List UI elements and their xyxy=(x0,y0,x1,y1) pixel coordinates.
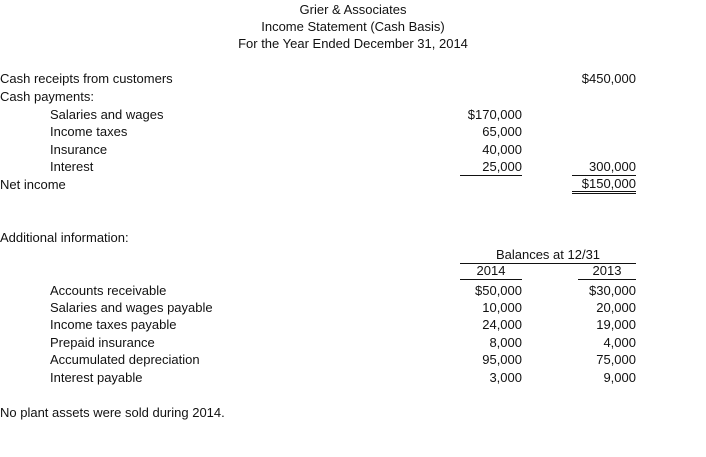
balance-row-label: Salaries and wages payable xyxy=(50,300,213,315)
company-name: Grier & Associates xyxy=(299,2,407,17)
balance-2014: 24,000 xyxy=(482,317,522,332)
balance-row-label: Accounts receivable xyxy=(50,283,167,298)
net-income-amount: $150,000 xyxy=(572,176,636,194)
balance-2013: $30,000 xyxy=(589,283,636,298)
cash-payments-label: Cash payments: xyxy=(0,89,94,104)
balance-row-label: Prepaid insurance xyxy=(50,335,155,350)
balance-row-label: Accumulated depreciation xyxy=(50,352,200,367)
balance-2014: $50,000 xyxy=(475,283,522,298)
balances-heading: Balances at 12/31 xyxy=(460,246,636,264)
balance-2014: 10,000 xyxy=(482,300,522,315)
balance-2014: 8,000 xyxy=(489,335,522,350)
cash-receipts-amount: $450,000 xyxy=(581,71,636,86)
balance-row-label: Interest payable xyxy=(50,370,143,385)
balance-row-label: Income taxes payable xyxy=(50,317,177,332)
total-payments-amount: 300,000 xyxy=(572,158,636,176)
payment-amount: 65,000 xyxy=(482,124,522,139)
additional-info-heading: Additional information: xyxy=(0,230,129,245)
year-col-2013: 2013 xyxy=(578,263,636,280)
year-col-2014: 2014 xyxy=(460,263,522,280)
payment-label: Insurance xyxy=(50,142,108,157)
net-income-label: Net income xyxy=(0,177,66,192)
balance-2013: 19,000 xyxy=(596,317,636,332)
statement-title: Income Statement (Cash Basis) xyxy=(261,19,445,34)
payment-amount: 25,000 xyxy=(460,158,522,176)
balance-2013: 20,000 xyxy=(596,300,636,315)
statement-period: For the Year Ended December 31, 2014 xyxy=(238,36,468,51)
payment-label: Interest xyxy=(50,159,94,174)
payment-amount: $170,000 xyxy=(467,107,522,122)
balance-2014: 3,000 xyxy=(489,370,522,385)
footnote: No plant assets were sold during 2014. xyxy=(0,405,225,420)
cash-receipts-label: Cash receipts from customers xyxy=(0,71,173,86)
balance-2014: 95,000 xyxy=(482,352,522,367)
balance-2013: 75,000 xyxy=(596,352,636,367)
payment-amount: 40,000 xyxy=(482,142,522,157)
payment-label: Salaries and wages xyxy=(50,107,164,122)
payment-label: Income taxes xyxy=(50,124,128,139)
balance-2013: 9,000 xyxy=(603,370,636,385)
balance-2013: 4,000 xyxy=(603,335,636,350)
